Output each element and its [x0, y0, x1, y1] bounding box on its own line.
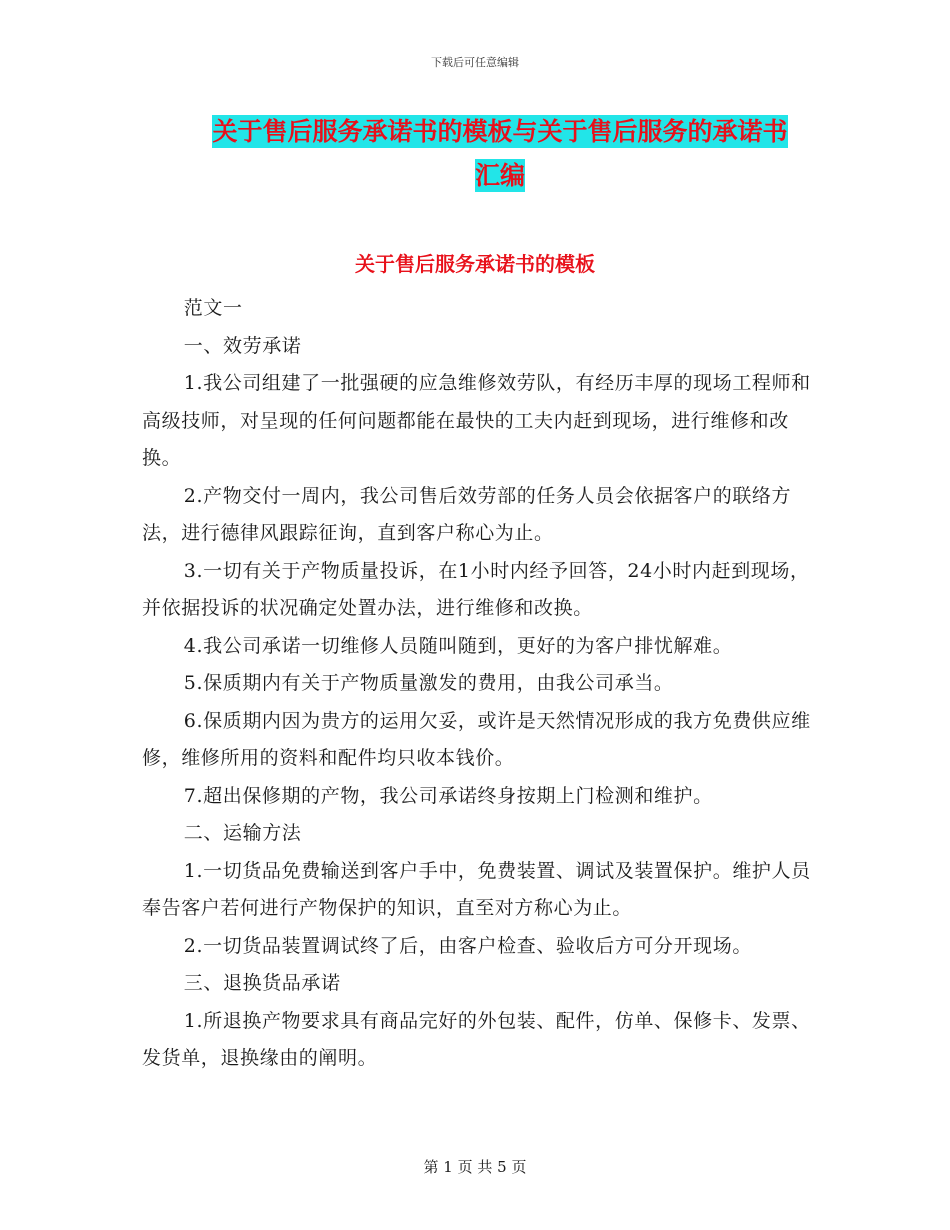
header-note: 下载后可任意编辑: [431, 56, 519, 69]
paragraph: 3.一切有关于产物质量投诉，在1小时内经予回答，24小时内赶到现场，并依据投诉的状况确定处置办法，进行维修和改换。: [142, 559, 810, 619]
paragraph: 二、运输方法: [183, 822, 302, 844]
document-title-line-2: 汇编: [474, 161, 525, 190]
paragraph: 6.保质期内因为贵方的运用欠妥，或许是天然情况形成的我方免费供应维修，维修所用的资料和配件均只收本钱价。: [142, 709, 811, 769]
paragraph: 1.我公司组建了一批强硬的应急维修效劳队，有经历丰厚的现场工程师和高级技师，对呈现的任何问题都能在最快的工夫内赶到现场，进行维修和改换。: [142, 372, 811, 469]
paragraph: 1.所退换产物要求具有商品完好的外包装、配件，仿单、保修卡、发票、发货单，退换缘由的阐明。: [142, 1009, 811, 1069]
paragraph: 5.保质期内有关于产物质量激发的费用，由我公司承当。: [183, 672, 674, 694]
paragraph: 1.一切货品免费输送到客户手中，免费装置、调试及装置保护。维护人员奉告客户若何进行产物保护的知识，直至对方称心为止。: [142, 859, 811, 919]
paragraph: 2.产物交付一周内，我公司售后效劳部的任务人员会依据客户的联络方法，进行德律风跟踪征询，直到客户称心为止。: [142, 484, 792, 544]
paragraph: 三、退换货品承诺: [183, 972, 341, 994]
paragraph: 7.超出保修期的产物，我公司承诺终身按期上门检测和维护。: [183, 784, 713, 807]
document-title-line-1: 关于售后服务承诺书的模板与关于售后服务的承诺书: [212, 117, 788, 146]
document-body: [142, 290, 812, 1078]
page-footer: 第 1 页 共 5 页: [423, 1158, 527, 1176]
section-title: 关于售后服务承诺书的模板: [355, 252, 595, 276]
paragraph: 4.我公司承诺一切维修人员随叫随到，更好的为客户排忧解难。: [183, 634, 733, 657]
paragraph: 范文一: [183, 297, 243, 319]
paragraph: 2.一切货品装置调试终了后，由客户检查、验收后方可分开现场。: [183, 934, 752, 957]
paragraph: 一、效劳承诺: [183, 334, 302, 357]
document-title: [140, 110, 860, 198]
